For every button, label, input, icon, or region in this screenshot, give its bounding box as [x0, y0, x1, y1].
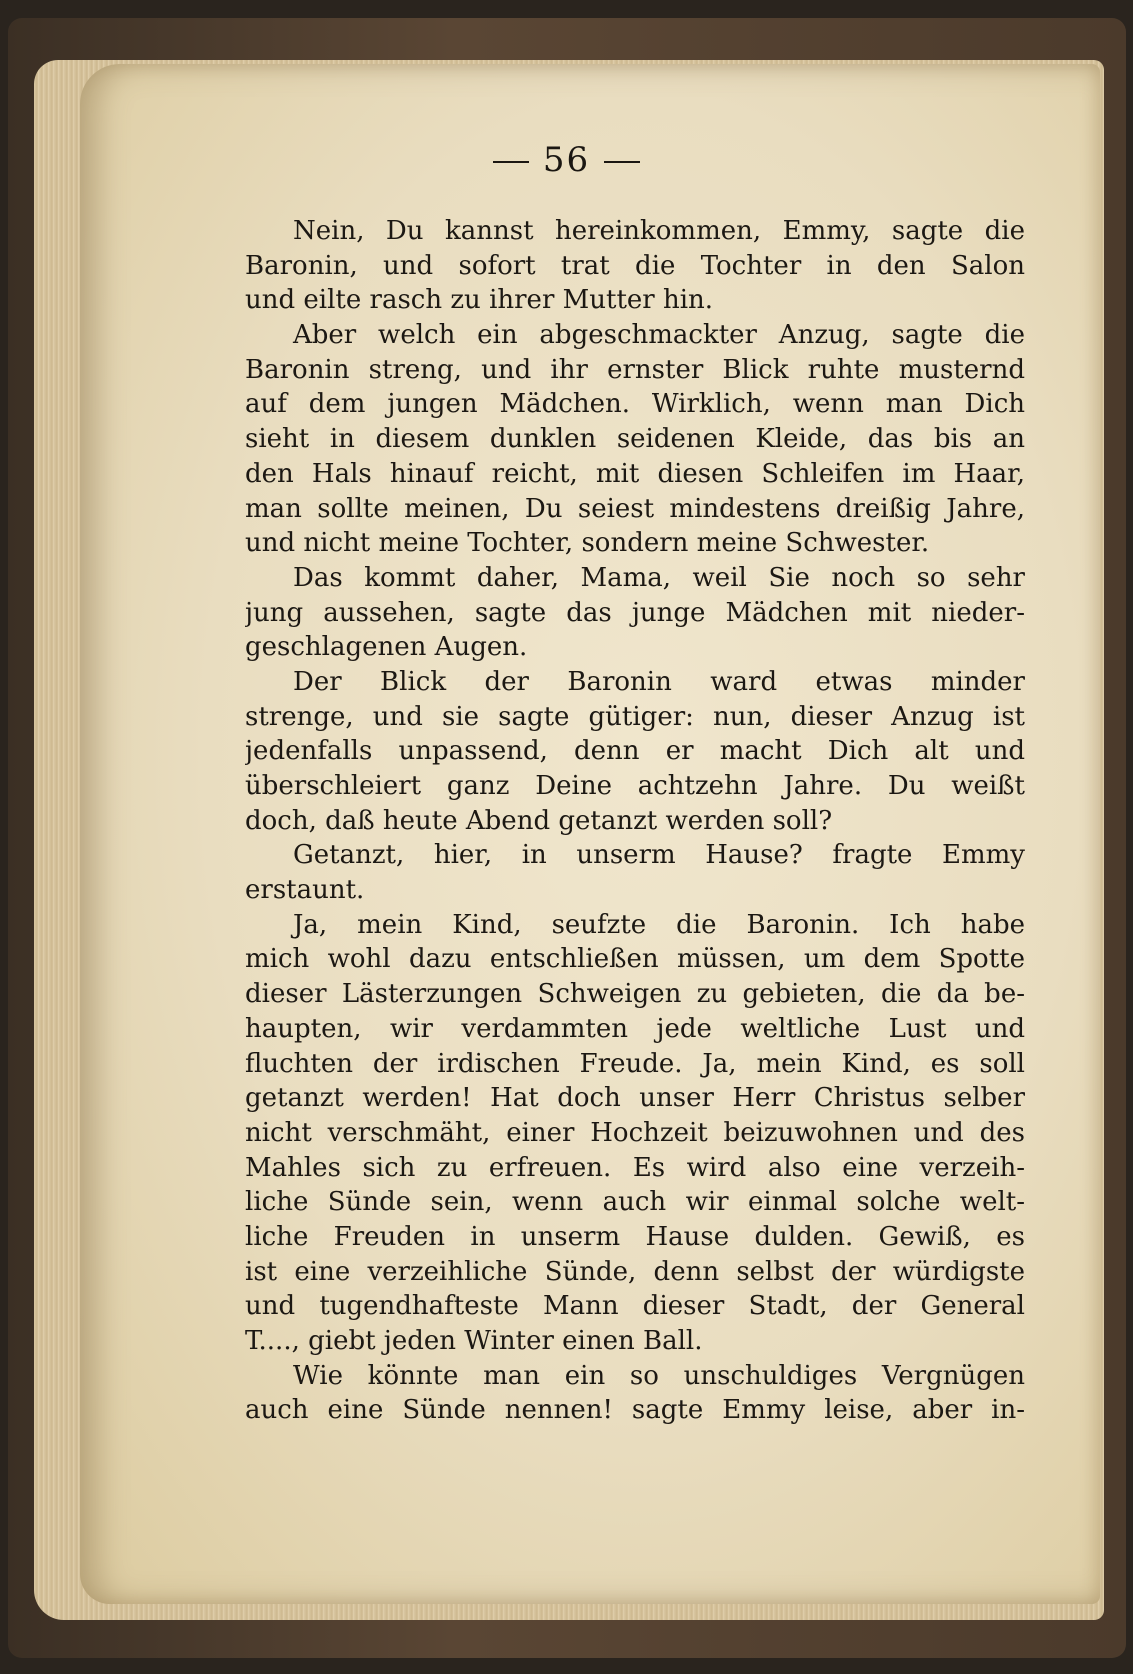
text-line: Ja, mein Kind, seufzte die Baronin. Ich habe: [293, 909, 1025, 940]
body-text: [245, 214, 1025, 1428]
text-line: ist eine verzeihliche Sünde, denn selbst der würdigste: [245, 1256, 1025, 1287]
text-line: man sollte meinen, Du seiest mindestens dreißig Jahre,: [245, 493, 1025, 524]
text-line: nicht verschmäht, einer Hochzeit beizuwohnen und des: [245, 1117, 1025, 1148]
text-line: T...., giebt jeden Winter einen Ball.: [245, 1326, 703, 1356]
text-line: Der Blick der Baronin ward etwas minder: [293, 666, 1025, 697]
text-line: strenge, und sie sagte gütiger: nun, dieser Anzug ist: [245, 701, 1025, 732]
text-line: auf dem jungen Mädchen. Wirklich, wenn man Dich: [245, 389, 1025, 420]
text-line: Aber welch ein abgeschmackter Anzug, sagte die: [293, 320, 1025, 351]
text-line: jedenfalls unpassend, denn er macht Dich alt und: [245, 736, 1025, 767]
text-line: mich wohl dazu entschließen müssen, um dem Spotte: [245, 944, 1025, 975]
text-line: und nicht meine Tochter, sondern meine Schwester.: [245, 528, 930, 559]
text-line: auch eine Sünde nennen! sagte Emmy leise, aber in-: [245, 1395, 1025, 1426]
text-line: und eilte rasch zu ihrer Mutter hin.: [245, 285, 714, 316]
text-line: geschlagenen Augen.: [245, 632, 528, 663]
text-line: liche Freuden in unserm Hause dulden. Gewiß, es: [245, 1221, 1025, 1252]
text-line: liche Sünde sein, wenn auch wir einmal solche welt-: [245, 1187, 1025, 1218]
text-line: und tugendhafteste Mann dieser Stadt, der General: [245, 1291, 1025, 1322]
header-dash-right: [604, 161, 640, 163]
text-line: Mahles sich zu erfreuen. Es wird also eine verzeih-: [245, 1152, 1025, 1183]
text-line: Baronin streng, und ihr ernster Blick ruhte musternd: [245, 354, 1025, 385]
text-line: Wie könnte man ein so unschuldiges Vergnügen: [293, 1360, 1025, 1391]
text-line: getanzt werden! Hat doch unser Herr Christus selber: [245, 1083, 1025, 1114]
text-line: Das kommt daher, Mama, weil Sie noch so sehr: [293, 562, 1025, 593]
text-line: sieht in diesem dunklen seidenen Kleide, das bis an: [245, 424, 1025, 455]
text-line: den Hals hinauf reicht, mit diesen Schleifen im Haar,: [245, 458, 1025, 489]
text-line: haupten, wir verdammten jede weltliche Lust und: [245, 1013, 1025, 1044]
text-line: jung aussehen, sagte das junge Mädchen mit nieder-: [245, 597, 1025, 628]
page-number: 56: [542, 140, 591, 180]
text-line: erstaunt.: [245, 875, 365, 906]
text-line: dieser Lästerzungen Schweigen zu gebieten, die da be-: [245, 979, 1025, 1010]
text-line: doch, daß heute Abend getanzt werden soll?: [245, 805, 833, 836]
text-line: überschleiert ganz Deine achtzehn Jahre. Du weißt: [245, 771, 1025, 801]
page-header: [0, 140, 1133, 180]
text-line: Getanzt, hier, in unserm Hause? fragte Emmy: [293, 840, 1025, 871]
text-line: Nein, Du kannst hereinkommen, Emmy, sagte die: [293, 216, 1025, 246]
text-line: Baronin, und sofort trat die Tochter in den Salon: [245, 250, 1025, 281]
text-line: fluchten der irdischen Freude. Ja, mein Kind, es soll: [245, 1048, 1025, 1079]
header-dash-left: [493, 161, 529, 163]
